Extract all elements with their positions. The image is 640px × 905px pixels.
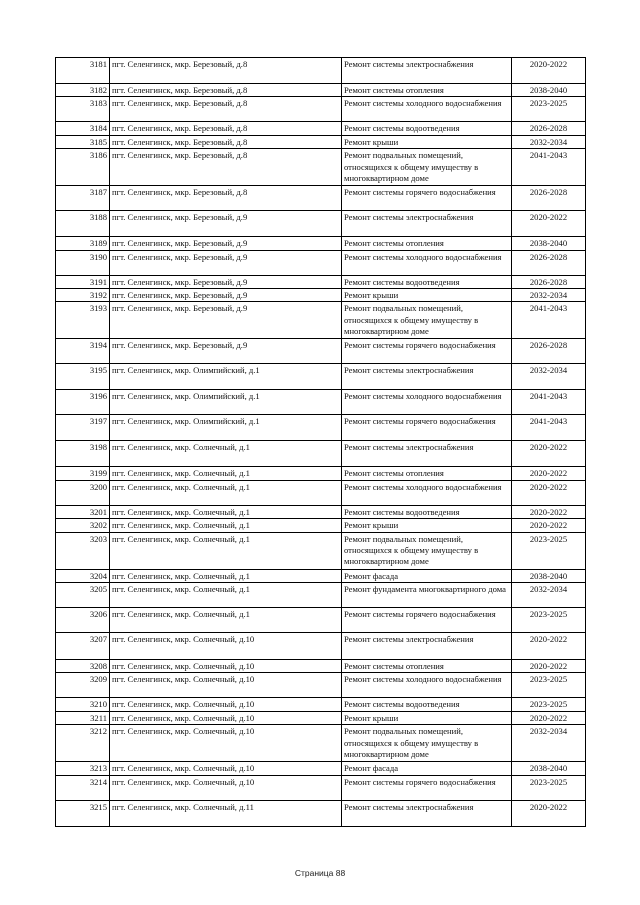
work-type-cell: Ремонт системы горячего водоснабжения [342,775,512,800]
work-type-cell: Ремонт системы водоотведения [342,505,512,518]
address-cell: пгт. Селенгинск, мкр. Березовый, д.8 [110,186,342,211]
work-type-cell: Ремонт крыши [342,519,512,532]
row-number: 3204 [56,569,110,582]
work-type-cell: Ремонт системы горячего водоснабжения [342,415,512,441]
row-number: 3215 [56,800,110,826]
row-number: 3181 [56,58,110,84]
period-cell: 2041-2043 [512,415,586,441]
address-cell: пгт. Селенгинск, мкр. Солнечный, д.1 [110,569,342,582]
table-row [56,186,586,211]
table-row [56,711,586,724]
table-row [56,250,586,275]
work-type-cell: Ремонт системы водоотведения [342,122,512,135]
work-type-cell: Ремонт системы холодного водоснабжения [342,480,512,505]
row-number: 3186 [56,149,110,186]
period-cell: 2020-2022 [512,211,586,237]
period-cell: 2020-2022 [512,480,586,505]
period-cell: 2041-2043 [512,149,586,186]
period-cell: 2020-2022 [512,441,586,467]
table-row [56,364,586,390]
period-cell: 2020-2022 [512,519,586,532]
row-number: 3190 [56,250,110,275]
period-cell: 2020-2022 [512,633,586,660]
period-cell: 2020-2022 [512,58,586,84]
table-row [56,149,586,186]
table-row [56,339,586,364]
period-cell: 2020-2022 [512,800,586,826]
work-type-cell: Ремонт системы водоотведения [342,698,512,711]
period-cell: 2020-2022 [512,711,586,724]
table-row [56,390,586,415]
row-number: 3189 [56,237,110,250]
address-cell: пгт. Селенгинск, мкр. Березовый, д.9 [110,289,342,302]
table-row [56,775,586,800]
period-cell: 2041-2043 [512,390,586,415]
work-type-cell: Ремонт подвальных помещений, относящихся к общему имуществу в многоквартирном доме [342,725,512,762]
period-cell: 2032-2034 [512,364,586,390]
period-cell: 2041-2043 [512,302,586,339]
work-type-cell: Ремонт системы холодного водоснабжения [342,673,512,698]
work-type-cell: Ремонт системы водоотведения [342,275,512,288]
period-cell: 2026-2028 [512,122,586,135]
row-number: 3214 [56,775,110,800]
address-cell: пгт. Селенгинск, мкр. Березовый, д.8 [110,84,342,97]
table-row [56,519,586,532]
work-type-cell: Ремонт системы холодного водоснабжения [342,390,512,415]
page-number-footer: Страница 88 [294,868,346,878]
row-number: 3202 [56,519,110,532]
address-cell: пгт. Селенгинск, мкр. Солнечный, д.1 [110,467,342,480]
period-cell: 2023-2025 [512,775,586,800]
table-row [56,673,586,698]
work-type-cell: Ремонт системы электроснабжения [342,58,512,84]
address-cell: пгт. Селенгинск, мкр. Березовый, д.8 [110,58,342,84]
address-cell: пгт. Селенгинск, мкр. Солнечный, д.1 [110,583,342,608]
period-cell: 2038-2040 [512,569,586,582]
work-type-cell: Ремонт системы электроснабжения [342,800,512,826]
row-number: 3188 [56,211,110,237]
address-cell: пгт. Селенгинск, мкр. Солнечный, д.10 [110,711,342,724]
table-row [56,532,586,569]
table-row [56,800,586,826]
work-type-cell: Ремонт системы горячего водоснабжения [342,608,512,633]
address-cell: пгт. Селенгинск, мкр. Березовый, д.9 [110,302,342,339]
work-type-cell: Ремонт крыши [342,289,512,302]
address-cell: пгт. Селенгинск, мкр. Солнечный, д.10 [110,775,342,800]
row-number: 3196 [56,390,110,415]
address-cell: пгт. Селенгинск, мкр. Олимпийский, д.1 [110,415,342,441]
period-cell: 2023-2025 [512,532,586,569]
address-cell: пгт. Селенгинск, мкр. Березовый, д.9 [110,250,342,275]
row-number: 3213 [56,762,110,775]
period-cell: 2020-2022 [512,660,586,673]
row-number: 3191 [56,275,110,288]
period-cell: 2023-2025 [512,608,586,633]
row-number: 3183 [56,97,110,122]
work-type-cell: Ремонт подвальных помещений, относящихся к общему имуществу в многоквартирном доме [342,302,512,339]
table-row [56,275,586,288]
row-number: 3193 [56,302,110,339]
table-row [56,480,586,505]
row-number: 3212 [56,725,110,762]
work-type-cell: Ремонт фасада [342,569,512,582]
table-row [56,583,586,608]
address-cell: пгт. Селенгинск, мкр. Солнечный, д.1 [110,532,342,569]
row-number: 3200 [56,480,110,505]
work-type-cell: Ремонт системы электроснабжения [342,633,512,660]
table-row [56,84,586,97]
address-cell: пгт. Селенгинск, мкр. Солнечный, д.1 [110,480,342,505]
period-cell: 2026-2028 [512,250,586,275]
table-row [56,211,586,237]
row-number: 3198 [56,441,110,467]
table-row [56,698,586,711]
work-type-cell: Ремонт системы горячего водоснабжения [342,186,512,211]
period-cell: 2023-2025 [512,97,586,122]
period-cell: 2032-2034 [512,135,586,148]
work-type-cell: Ремонт подвальных помещений, относящихся к общему имуществу в многоквартирном доме [342,532,512,569]
period-cell: 2026-2028 [512,339,586,364]
row-number: 3203 [56,532,110,569]
work-type-cell: Ремонт системы холодного водоснабжения [342,97,512,122]
period-cell: 2032-2034 [512,583,586,608]
period-cell: 2038-2040 [512,237,586,250]
address-cell: пгт. Селенгинск, мкр. Березовый, д.9 [110,211,342,237]
period-cell: 2026-2028 [512,186,586,211]
work-type-cell: Ремонт крыши [342,711,512,724]
address-cell: пгт. Селенгинск, мкр. Березовый, д.8 [110,97,342,122]
address-cell: пгт. Селенгинск, мкр. Солнечный, д.10 [110,633,342,660]
period-cell: 2020-2022 [512,505,586,518]
period-cell: 2023-2025 [512,698,586,711]
address-cell: пгт. Селенгинск, мкр. Солнечный, д.1 [110,519,342,532]
table-row [56,135,586,148]
work-type-cell: Ремонт системы электроснабжения [342,364,512,390]
period-cell: 2032-2034 [512,289,586,302]
address-cell: пгт. Селенгинск, мкр. Солнечный, д.10 [110,762,342,775]
row-number: 3184 [56,122,110,135]
period-cell: 2023-2025 [512,673,586,698]
work-type-cell: Ремонт подвальных помещений, относящихся к общему имуществу в многоквартирном доме [342,149,512,186]
address-cell: пгт. Селенгинск, мкр. Солнечный, д.11 [110,800,342,826]
work-type-cell: Ремонт системы отопления [342,237,512,250]
table-row [56,97,586,122]
work-type-cell: Ремонт системы отопления [342,467,512,480]
table-row [56,467,586,480]
row-number: 3195 [56,364,110,390]
table-row [56,289,586,302]
address-cell: пгт. Селенгинск, мкр. Березовый, д.8 [110,122,342,135]
table-row [56,122,586,135]
table-row [56,302,586,339]
table-row [56,608,586,633]
work-type-cell: Ремонт системы горячего водоснабжения [342,339,512,364]
address-cell: пгт. Селенгинск, мкр. Солнечный, д.1 [110,608,342,633]
period-cell: 2026-2028 [512,275,586,288]
address-cell: пгт. Селенгинск, мкр. Солнечный, д.10 [110,725,342,762]
row-number: 3185 [56,135,110,148]
address-cell: пгт. Селенгинск, мкр. Березовый, д.9 [110,275,342,288]
address-cell: пгт. Селенгинск, мкр. Солнечный, д.10 [110,673,342,698]
address-cell: пгт. Селенгинск, мкр. Березовый, д.8 [110,135,342,148]
table-row [56,237,586,250]
row-number: 3211 [56,711,110,724]
work-type-cell: Ремонт системы холодного водоснабжения [342,250,512,275]
work-type-cell: Ремонт системы отопления [342,84,512,97]
row-number: 3205 [56,583,110,608]
table-body [56,58,586,827]
work-type-cell: Ремонт крыши [342,135,512,148]
table-row [56,633,586,660]
work-type-cell: Ремонт системы отопления [342,660,512,673]
address-cell: пгт. Селенгинск, мкр. Березовый, д.9 [110,339,342,364]
table-row [56,725,586,762]
row-number: 3194 [56,339,110,364]
work-type-cell: Ремонт фасада [342,762,512,775]
address-cell: пгт. Селенгинск, мкр. Олимпийский, д.1 [110,364,342,390]
table-row [56,441,586,467]
table-row [56,660,586,673]
repair-schedule-table [55,57,586,827]
row-number: 3210 [56,698,110,711]
period-cell: 2038-2040 [512,84,586,97]
table-row [56,762,586,775]
work-type-cell: Ремонт системы электроснабжения [342,441,512,467]
address-cell: пгт. Селенгинск, мкр. Солнечный, д.10 [110,698,342,711]
row-number: 3208 [56,660,110,673]
address-cell: пгт. Селенгинск, мкр. Солнечный, д.10 [110,660,342,673]
address-cell: пгт. Селенгинск, мкр. Солнечный, д.1 [110,441,342,467]
row-number: 3207 [56,633,110,660]
address-cell: пгт. Селенгинск, мкр. Березовый, д.9 [110,237,342,250]
period-cell: 2020-2022 [512,467,586,480]
row-number: 3192 [56,289,110,302]
period-cell: 2032-2034 [512,725,586,762]
address-cell: пгт. Селенгинск, мкр. Березовый, д.8 [110,149,342,186]
table-row [56,415,586,441]
row-number: 3209 [56,673,110,698]
table-row [56,569,586,582]
address-cell: пгт. Селенгинск, мкр. Солнечный, д.1 [110,505,342,518]
row-number: 3187 [56,186,110,211]
table-row [56,58,586,84]
row-number: 3206 [56,608,110,633]
row-number: 3199 [56,467,110,480]
work-type-cell: Ремонт системы электроснабжения [342,211,512,237]
row-number: 3182 [56,84,110,97]
table-row [56,505,586,518]
row-number: 3197 [56,415,110,441]
row-number: 3201 [56,505,110,518]
address-cell: пгт. Селенгинск, мкр. Олимпийский, д.1 [110,390,342,415]
period-cell: 2038-2040 [512,762,586,775]
work-type-cell: Ремонт фундамента многоквартирного дома [342,583,512,608]
